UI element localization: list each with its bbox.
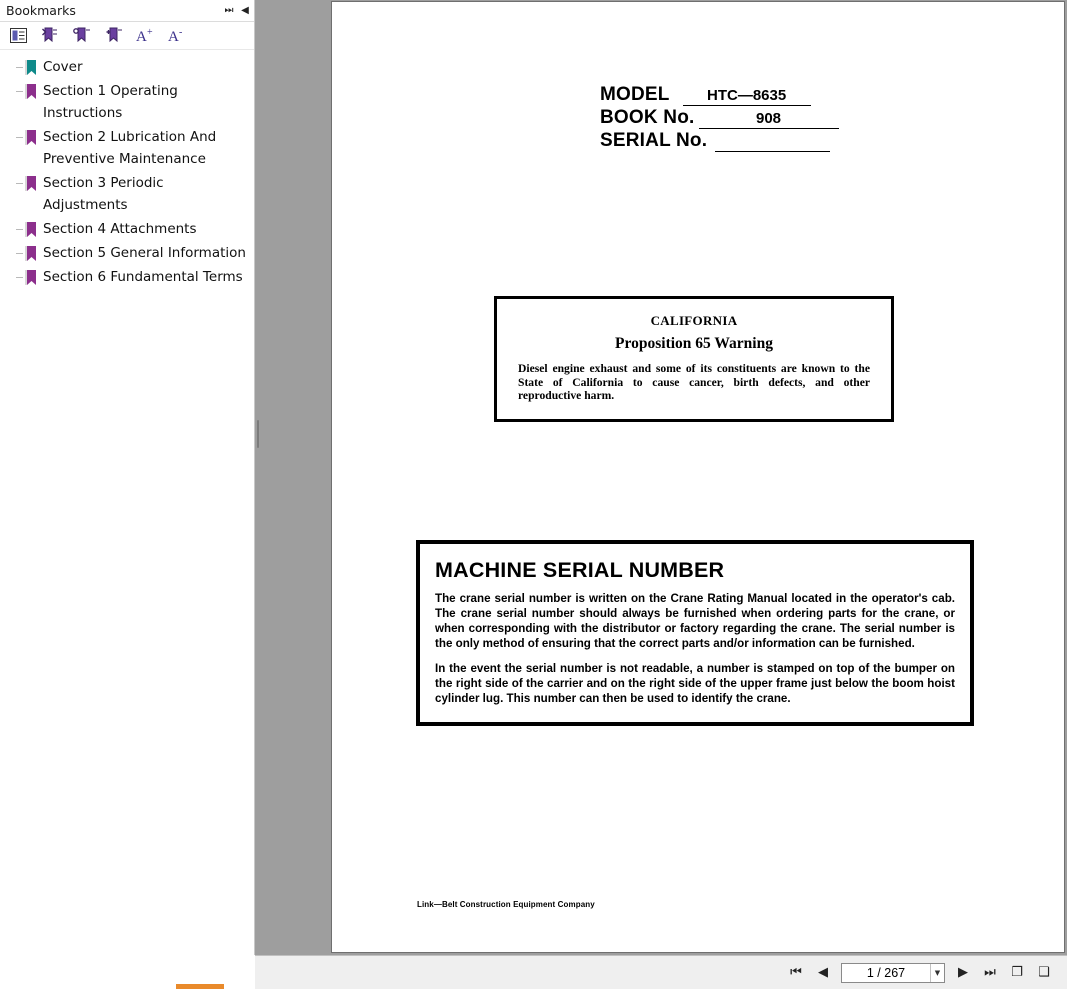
bookmark-label: Section 2 Lubrication And Preventive Maintenance bbox=[43, 129, 217, 167]
serial-number-row bbox=[600, 130, 839, 152]
decrease-text-size-icon[interactable] bbox=[168, 26, 188, 46]
bookmark-icon bbox=[24, 245, 38, 262]
bookmark-item-section-1[interactable] bbox=[10, 80, 254, 124]
bookmark-label: Section 1 Operating Instructions bbox=[43, 83, 178, 121]
book-number-row bbox=[600, 107, 839, 129]
model-label: MODEL bbox=[600, 84, 670, 105]
bookmark-icon bbox=[24, 59, 38, 76]
machine-serial-paragraph-2: In the event the serial number is not readable, a number is stamped on top of the bumper on the right side of the carrier and on the right side of the upper frame just below the boom hoist cylinder lug. This number can then be used to identify the crane. bbox=[435, 662, 955, 706]
bookmarks-toolbar bbox=[0, 22, 254, 50]
model-row bbox=[600, 84, 839, 106]
last-page-button[interactable]: ⏭ bbox=[984, 965, 996, 980]
page-footer-company: Link—Belt Construction Equipment Company bbox=[417, 900, 595, 909]
increase-text-size-icon[interactable] bbox=[136, 26, 156, 46]
svg-text:+: + bbox=[147, 27, 153, 38]
bookmark-item-section-6[interactable] bbox=[10, 266, 254, 288]
page-number-value: 1 / 267 bbox=[866, 965, 906, 980]
bookmark-item-cover[interactable] bbox=[10, 56, 254, 78]
expand-current-bookmark-icon[interactable] bbox=[40, 26, 60, 46]
bookmark-icon bbox=[24, 175, 38, 192]
bookmark-label: Section 4 Attachments bbox=[43, 221, 197, 237]
highlight-bookmark-icon[interactable] bbox=[72, 26, 92, 46]
model-info-block bbox=[600, 84, 839, 153]
splitter-grip[interactable] bbox=[257, 420, 259, 448]
toggle-bookmark-panel-icon[interactable] bbox=[8, 26, 28, 46]
book-number-value: 908 bbox=[699, 110, 839, 129]
prop65-body-text: Diesel engine exhaust and some of its constituents are known to the State of California to cause cancer, birth defects, and other reproductive harm. bbox=[518, 362, 870, 403]
book-number-label: BOOK No. bbox=[600, 107, 695, 128]
page-navigation-toolbar bbox=[255, 955, 1067, 989]
bookmark-list bbox=[0, 50, 254, 288]
bookmark-icon bbox=[24, 129, 38, 146]
prop65-heading-title: Proposition 65 Warning bbox=[615, 335, 773, 352]
prop65-heading-state: CALIFORNIA bbox=[650, 313, 738, 328]
machine-serial-number-title: MACHINE SERIAL NUMBER bbox=[435, 558, 725, 582]
new-bookmark-icon[interactable] bbox=[104, 26, 124, 46]
model-value: HTC—8635 bbox=[683, 87, 811, 106]
bookmark-icon bbox=[24, 221, 38, 238]
sidebar-title: Bookmarks bbox=[6, 3, 76, 18]
bookmark-label: Cover bbox=[43, 59, 83, 75]
bookmark-label: Section 6 Fundamental Terms bbox=[43, 269, 243, 285]
bookmark-icon bbox=[24, 269, 38, 286]
machine-serial-number-box bbox=[416, 540, 974, 726]
serial-number-label: SERIAL No. bbox=[600, 130, 708, 151]
svg-text:-: - bbox=[179, 27, 183, 38]
svg-text:A: A bbox=[168, 29, 179, 44]
collapse-panel-icon[interactable]: ⏭ bbox=[224, 5, 234, 16]
hide-panel-icon[interactable]: ◀ bbox=[241, 5, 249, 16]
next-page-button[interactable]: ▶ bbox=[958, 965, 968, 980]
bookmark-label: Section 5 General Information bbox=[43, 245, 246, 261]
bookmark-item-section-2[interactable] bbox=[10, 126, 254, 170]
svg-text:A: A bbox=[136, 29, 147, 44]
sidebar-header bbox=[0, 0, 254, 22]
two-page-view-icon[interactable]: ❑ bbox=[1038, 965, 1050, 980]
pdf-page bbox=[331, 1, 1065, 953]
first-page-button[interactable]: ⏮ bbox=[790, 965, 802, 980]
proposition-65-warning-box bbox=[494, 296, 894, 422]
bookmark-item-section-3[interactable] bbox=[10, 172, 254, 216]
bookmark-item-section-5[interactable] bbox=[10, 242, 254, 264]
page-number-input[interactable] bbox=[841, 963, 945, 983]
document-viewer bbox=[255, 0, 1067, 989]
panel-splitter[interactable] bbox=[255, 0, 261, 955]
single-page-view-icon[interactable]: ❐ bbox=[1011, 965, 1023, 980]
previous-page-button[interactable]: ◀ bbox=[818, 965, 828, 980]
chevron-down-icon[interactable]: ▼ bbox=[930, 964, 944, 982]
machine-serial-paragraph-1: The crane serial number is written on the Crane Rating Manual located in the operator's cab. The crane serial number should always be furnished when ordering parts for the crane, or when corresponding with the distributor or factory regarding the crane. The serial number is the only method of ensuring that the correct parts and/or information can be furnished. bbox=[435, 592, 955, 651]
bookmark-label: Section 3 Periodic Adjustments bbox=[43, 175, 164, 213]
bookmarks-sidebar bbox=[0, 0, 255, 989]
taskbar-accent bbox=[176, 984, 224, 989]
bookmark-icon bbox=[24, 83, 38, 100]
bookmark-item-section-4[interactable] bbox=[10, 218, 254, 240]
serial-number-value bbox=[715, 133, 830, 152]
